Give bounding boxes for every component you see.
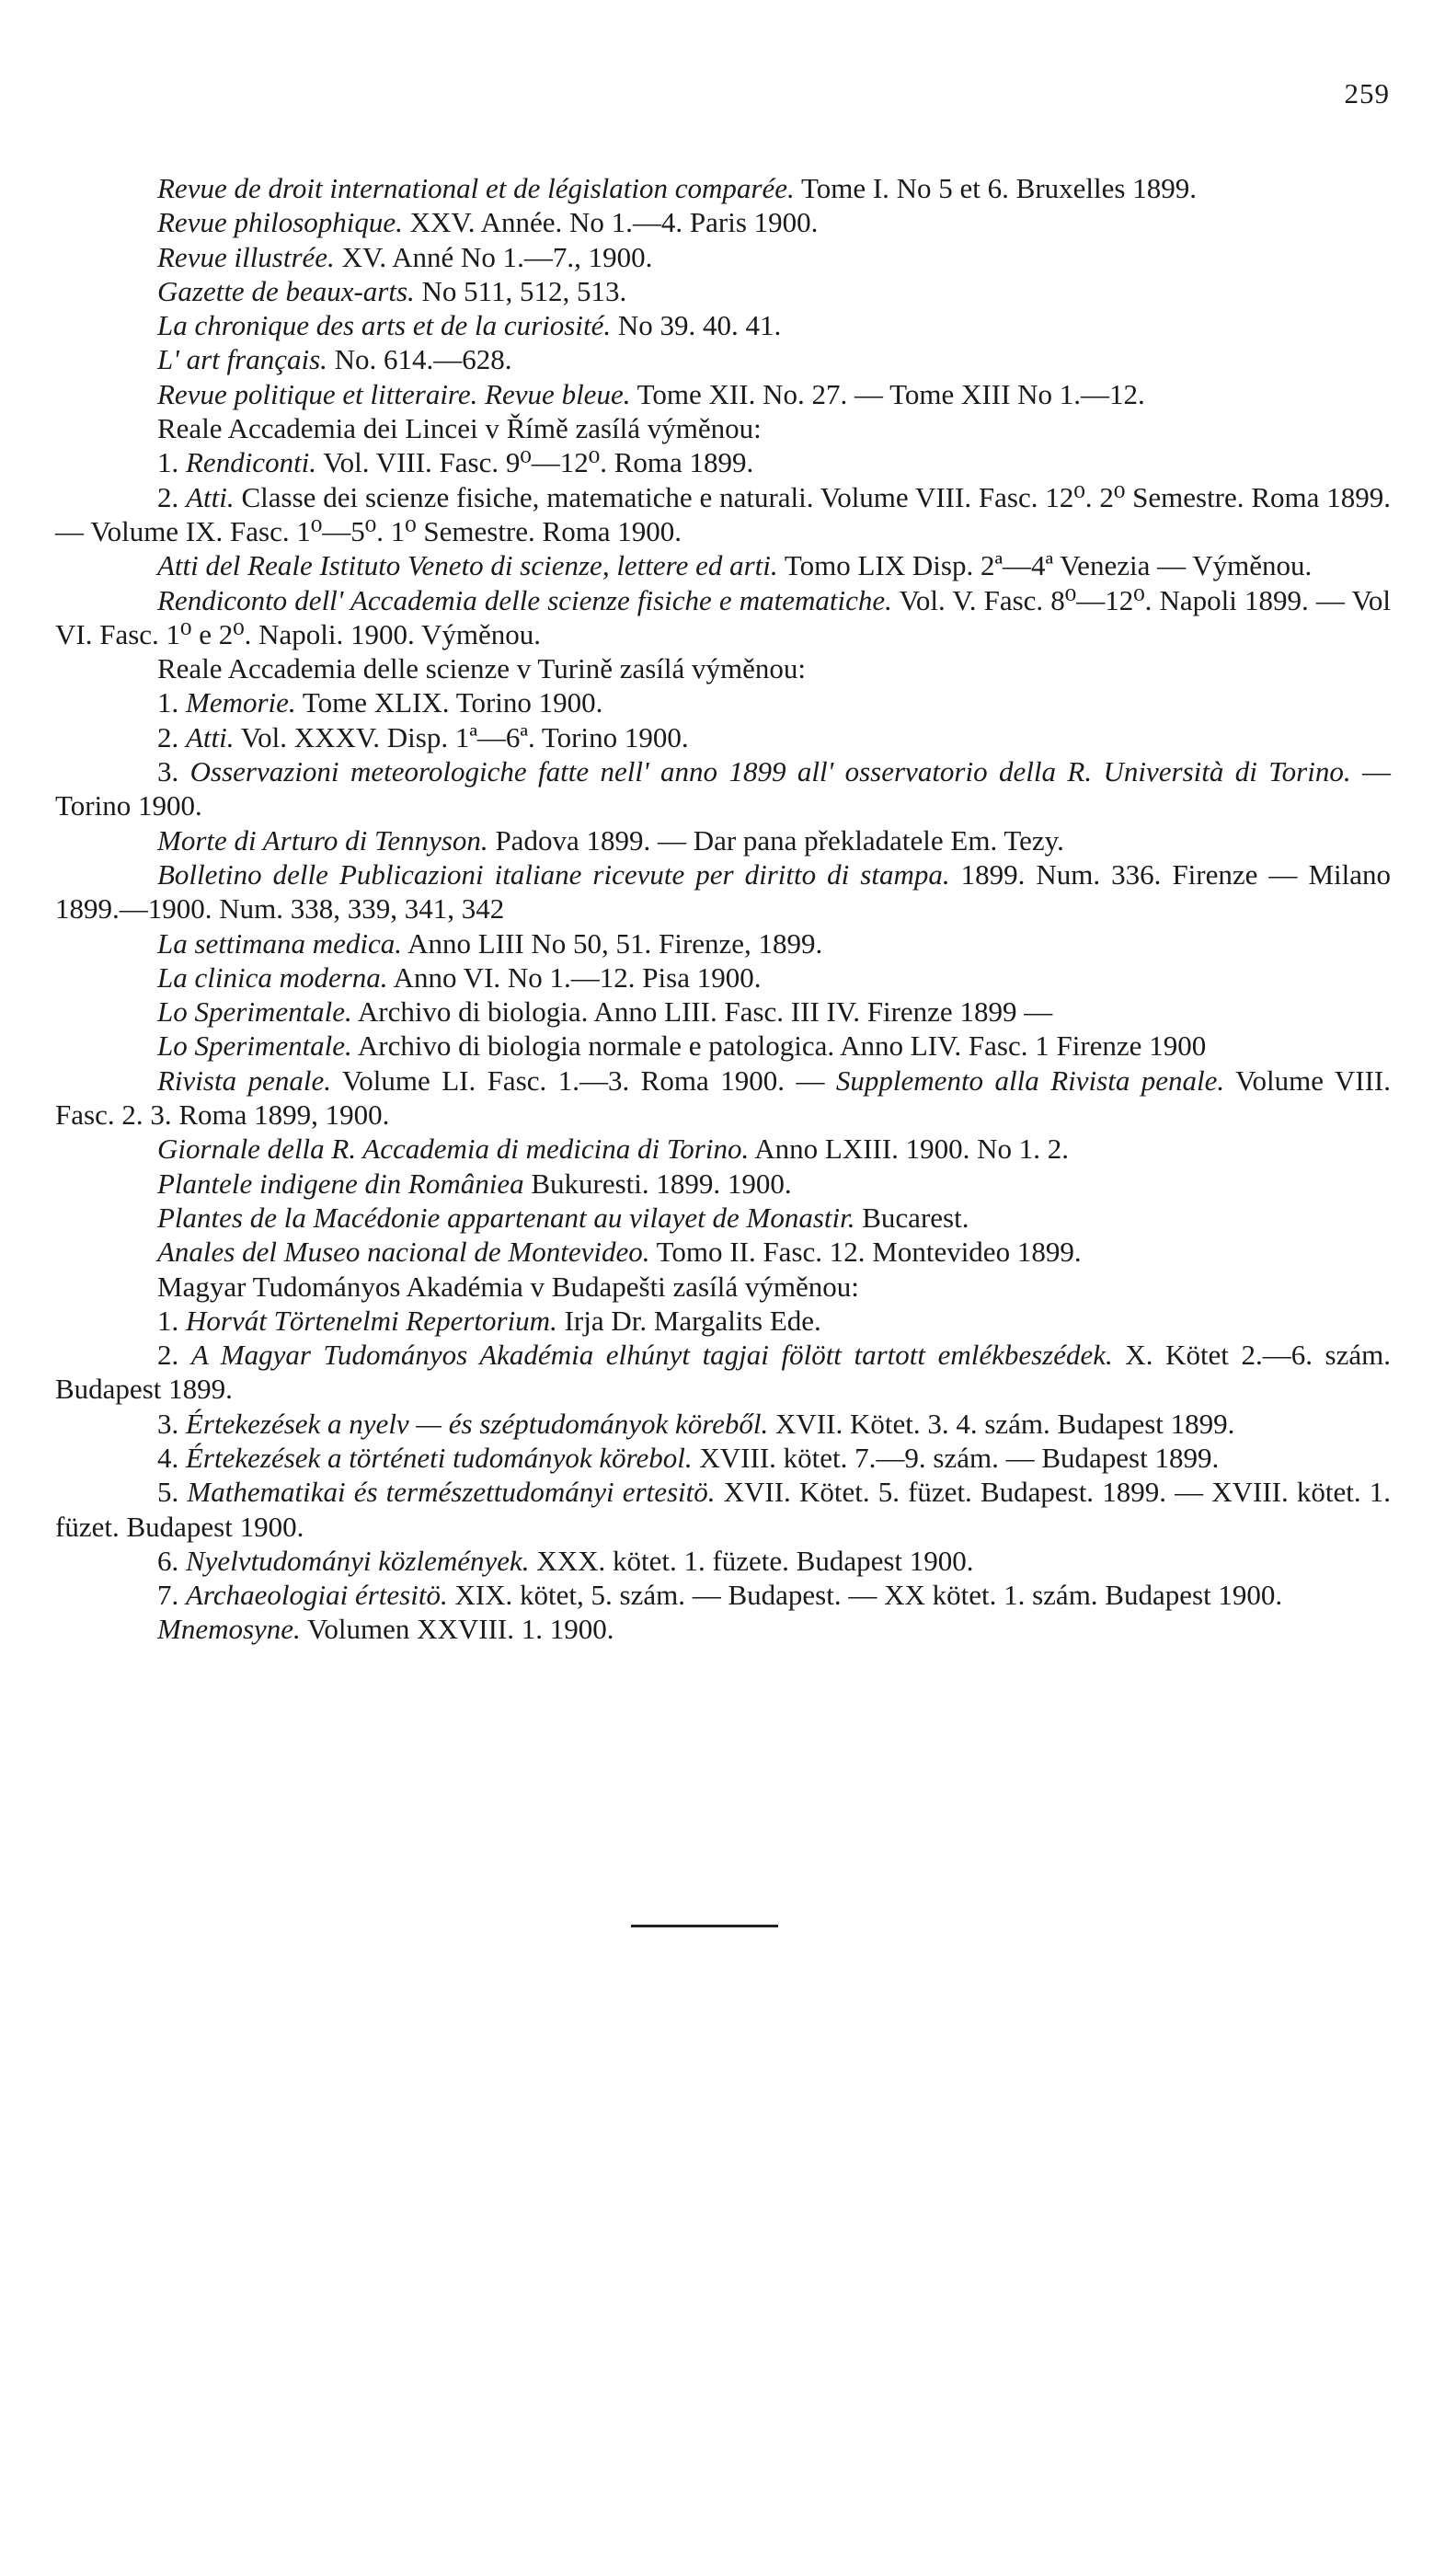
publication-title: Lo Sperimentale.	[157, 1029, 352, 1063]
entry-detail: Archivo di biologia. Anno LIII. Fasc. III IV. Firenze 1899 —	[351, 995, 1053, 1029]
entry-detail: XXX. kötet. 1. füzete. Budapest 1900.	[529, 1544, 974, 1577]
publication-title: La clinica moderna.	[157, 960, 388, 994]
entry-detail: Tomo II. Fasc. 12. Montevideo 1899.	[649, 1236, 1082, 1269]
publication-title: Morte di Arturo di Tennyson.	[157, 823, 488, 857]
publication-title: Revue de droit international et de législation comparée.	[157, 172, 795, 204]
entry-detail: 4.	[157, 1441, 186, 1474]
entry-detail: 7.	[157, 1579, 186, 1612]
publication-title: Bolletino delle Publicazioni italiane ricevute per diritto di stampa.	[157, 857, 950, 891]
entry-detail: Bucarest.	[854, 1201, 969, 1234]
bibliography-entry	[55, 1612, 1391, 1646]
publication-title: Plantes de la Macédonie appartenant au vilayet de Monastir.	[157, 1201, 855, 1234]
entry-detail: Volume LI. Fasc. 1.—3. Roma 1900. —	[330, 1064, 836, 1097]
publication-title: Archaeologiai értesitö.	[186, 1579, 448, 1612]
entry-detail: No 511, 512, 513.	[414, 274, 627, 307]
entry-detail: Tome XLIX. Torino 1900.	[295, 686, 603, 719]
entry-detail: 1.	[157, 446, 186, 479]
publication-title: Anales del Museo nacional de Montevideo.	[157, 1236, 650, 1269]
bibliography-entry	[55, 1167, 1391, 1201]
entry-detail: Volumen XXVIII. 1. 1900.	[300, 1613, 614, 1646]
entry-detail: Reale Accademia delle scienze v Turině zasílá výměnou:	[157, 652, 807, 685]
bibliography-entry	[55, 1475, 1391, 1544]
entry-detail: Anno LIII No 50, 51. Firenze, 1899.	[402, 926, 823, 960]
bibliography-entry	[55, 995, 1391, 1029]
entry-detail: 2.	[157, 720, 186, 753]
publication-title: La chronique des arts et de la curiosité.	[157, 309, 612, 342]
entry-detail: Magyar Tudományos Akadémia v Budapešti zasílá výměnou:	[157, 1270, 859, 1303]
publication-title: Memorie.	[186, 686, 296, 719]
publication-title: Atti.	[186, 480, 235, 513]
bibliography-entry	[55, 342, 1391, 376]
entry-detail: 3.	[157, 1407, 186, 1440]
bibliography-entry	[55, 651, 1391, 685]
publication-title: Mnemosyne.	[157, 1613, 301, 1646]
entry-detail: Vol. XXXV. Disp. 1ª—6ª. Torino 1900.	[234, 720, 689, 753]
bibliography-entry	[55, 754, 1391, 823]
bibliography-entry	[55, 1304, 1391, 1338]
bibliography-entry	[55, 823, 1391, 857]
entry-detail: 1.	[157, 686, 186, 719]
bibliography-entry	[55, 1544, 1391, 1578]
publication-title: A Magyar Tudományos Akadémia elhúnyt tagjai fölött tartott emlékbeszédek.	[190, 1339, 1113, 1372]
publication-title: Rendiconto dell' Accademia delle scienze fisiche e matematiche.	[157, 583, 892, 616]
publication-title: Revue illustrée.	[157, 240, 335, 273]
bibliography-entry	[55, 1235, 1391, 1269]
bibliography-entry	[55, 1029, 1391, 1063]
publication-title: Plantele indigene din Româniea	[157, 1167, 524, 1200]
page-number: 259	[1344, 77, 1390, 109]
bibliography-entry	[55, 1441, 1391, 1475]
entry-detail: 6.	[157, 1544, 186, 1577]
bibliography-entry	[55, 480, 1391, 549]
entry-detail: No 39. 40. 41.	[611, 309, 782, 342]
publication-title: Rivista penale.	[157, 1064, 331, 1097]
entry-detail: Bukuresti. 1899. 1900.	[523, 1167, 792, 1200]
entry-detail: 1.	[157, 1304, 186, 1337]
publication-title: Értekezések a történeti tudományok körebol.	[186, 1441, 693, 1474]
entry-detail: Anno LXIII. 1900. No 1. 2.	[749, 1133, 1070, 1166]
entry-detail: Volume VIII. Fasc. 2. 3. Roma 1899, 1900.	[55, 1064, 1391, 1132]
entry-detail: Vol. V. Fasc. 8⁰—12⁰. Napoli 1899. — Vol VI. Fasc. 1⁰ e 2⁰. Napoli. 1900. Výměnou.	[55, 583, 1391, 650]
publication-title: Nyelvtudományi közlemények.	[186, 1544, 530, 1577]
bibliography-entry	[55, 960, 1391, 995]
bibliography-entry	[55, 1338, 1391, 1407]
bibliography-entry	[55, 445, 1391, 479]
entry-detail: XXV. Année. No 1.—4. Paris 1900.	[402, 206, 819, 239]
publication-title: Atti del Reale Istituto Veneto di scienze, lettere ed arti.	[157, 549, 778, 582]
bibliography-entry	[55, 411, 1391, 445]
entry-detail: XVIII. kötet. 7.—9. szám. — Budapest 1899.	[692, 1441, 1220, 1474]
entry-detail: Padova 1899. — Dar pana překladatele Em. Tezy.	[487, 823, 1064, 857]
entry-detail: Archivo di biologia normale e patologica. Anno LIV. Fasc. 1 Firenze 1900	[351, 1029, 1207, 1063]
entry-detail: — Torino 1900.	[55, 755, 1392, 822]
entry-detail: Classe dei scienze fisiche, matematiche e naturali. Volume VIII. Fasc. 12⁰. 2⁰ Semestre. Roma 1899. — Volume IX. Fasc. 1⁰—5⁰. 1⁰ Semestre. Roma 1900.	[55, 480, 1391, 547]
bibliography-list	[55, 171, 1391, 1647]
entry-detail: No. 614.—628.	[327, 343, 512, 376]
publication-title: Atti.	[186, 720, 235, 753]
bibliography-entry	[55, 308, 1391, 342]
publication-title: Supplemento alla Rivista penale.	[835, 1064, 1225, 1097]
bibliography-entry	[55, 583, 1391, 652]
bibliography-entry	[55, 857, 1391, 926]
publication-title: Horvát Törtenelmi Repertorium.	[186, 1304, 557, 1337]
publication-title: Revue politique et litteraire. Revue bleue.	[157, 377, 631, 410]
entry-detail: Vol. VIII. Fasc. 9⁰—12⁰. Roma 1899.	[316, 446, 754, 479]
bibliography-entry	[55, 720, 1391, 754]
publication-title: Értekezések a nyelv — és széptudományok köreből.	[186, 1407, 769, 1440]
bibliography-entry	[55, 1578, 1391, 1612]
bibliography-entry	[55, 1270, 1391, 1304]
bibliography-entry	[55, 548, 1391, 582]
publication-title: L' art français.	[157, 343, 327, 376]
entry-detail: 1899. Num. 336. Firenze — Milano 1899.—1900. Num. 338, 339, 341, 342	[55, 857, 1391, 926]
entry-detail: Tome XII. No. 27. — Tome XIII No 1.—12.	[630, 377, 1145, 410]
bibliography-entry	[55, 274, 1391, 308]
bibliography-entry	[55, 1201, 1391, 1235]
bibliography-entry	[55, 171, 1391, 205]
entry-detail: XVII. Kötet. 5. füzet. Budapest. 1899. — XVIII. kötet. 1. füzet. Budapest 1900.	[55, 1476, 1391, 1543]
bibliography-entry	[55, 926, 1391, 960]
publication-title: La settimana medica.	[157, 926, 403, 960]
publication-title: Giornale della R. Accademia di medicina di Torino.	[157, 1133, 750, 1166]
publication-title: Mathematikai és természettudományi ertesitö.	[187, 1476, 716, 1509]
entry-detail: XIX. kötet, 5. szám. — Budapest. — XX kötet. 1. szám. Budapest 1900.	[447, 1579, 1283, 1612]
bibliography-entry	[55, 685, 1391, 719]
publication-title: Revue philosophique.	[157, 206, 403, 239]
end-divider	[631, 1925, 778, 1927]
entry-detail: 2.	[157, 480, 187, 513]
bibliography-entry	[55, 377, 1391, 411]
publication-title: Lo Sperimentale.	[157, 995, 352, 1029]
publication-title: Rendiconti.	[186, 446, 317, 479]
entry-detail: Irja Dr. Margalits Ede.	[556, 1304, 821, 1337]
entry-detail: Tomo LIX Disp. 2ª—4ª Venezia — Výměnou.	[777, 549, 1313, 582]
entry-detail: Tome I. No 5 et 6. Bruxelles 1899.	[794, 172, 1197, 204]
bibliography-entry	[55, 205, 1391, 239]
entry-detail: X. Kötet 2.—6. szám. Budapest 1899.	[55, 1339, 1392, 1406]
bibliography-entry	[55, 1407, 1391, 1441]
entry-detail: XV. Anné No 1.—7., 1900.	[334, 240, 653, 273]
entry-detail: XVII. Kötet. 3. 4. szám. Budapest 1899.	[768, 1407, 1235, 1440]
entry-detail: 2.	[157, 1339, 191, 1372]
entry-detail: Reale Accademia dei Lincei v Římě zasílá výměnou:	[157, 412, 762, 445]
entry-detail: 3.	[157, 755, 190, 788]
publication-title: Gazette de beaux-arts.	[157, 274, 415, 307]
entry-detail: 5.	[157, 1476, 188, 1509]
bibliography-entry	[55, 240, 1391, 274]
publication-title: Osservazioni meteorologiche fatte nell' anno 1899 all' osservatorio della R. Università di Torino.	[189, 755, 1351, 788]
entry-detail: Anno VI. No 1.—12. Pisa 1900.	[387, 960, 762, 994]
bibliography-entry	[55, 1132, 1391, 1166]
bibliography-entry	[55, 1064, 1391, 1133]
